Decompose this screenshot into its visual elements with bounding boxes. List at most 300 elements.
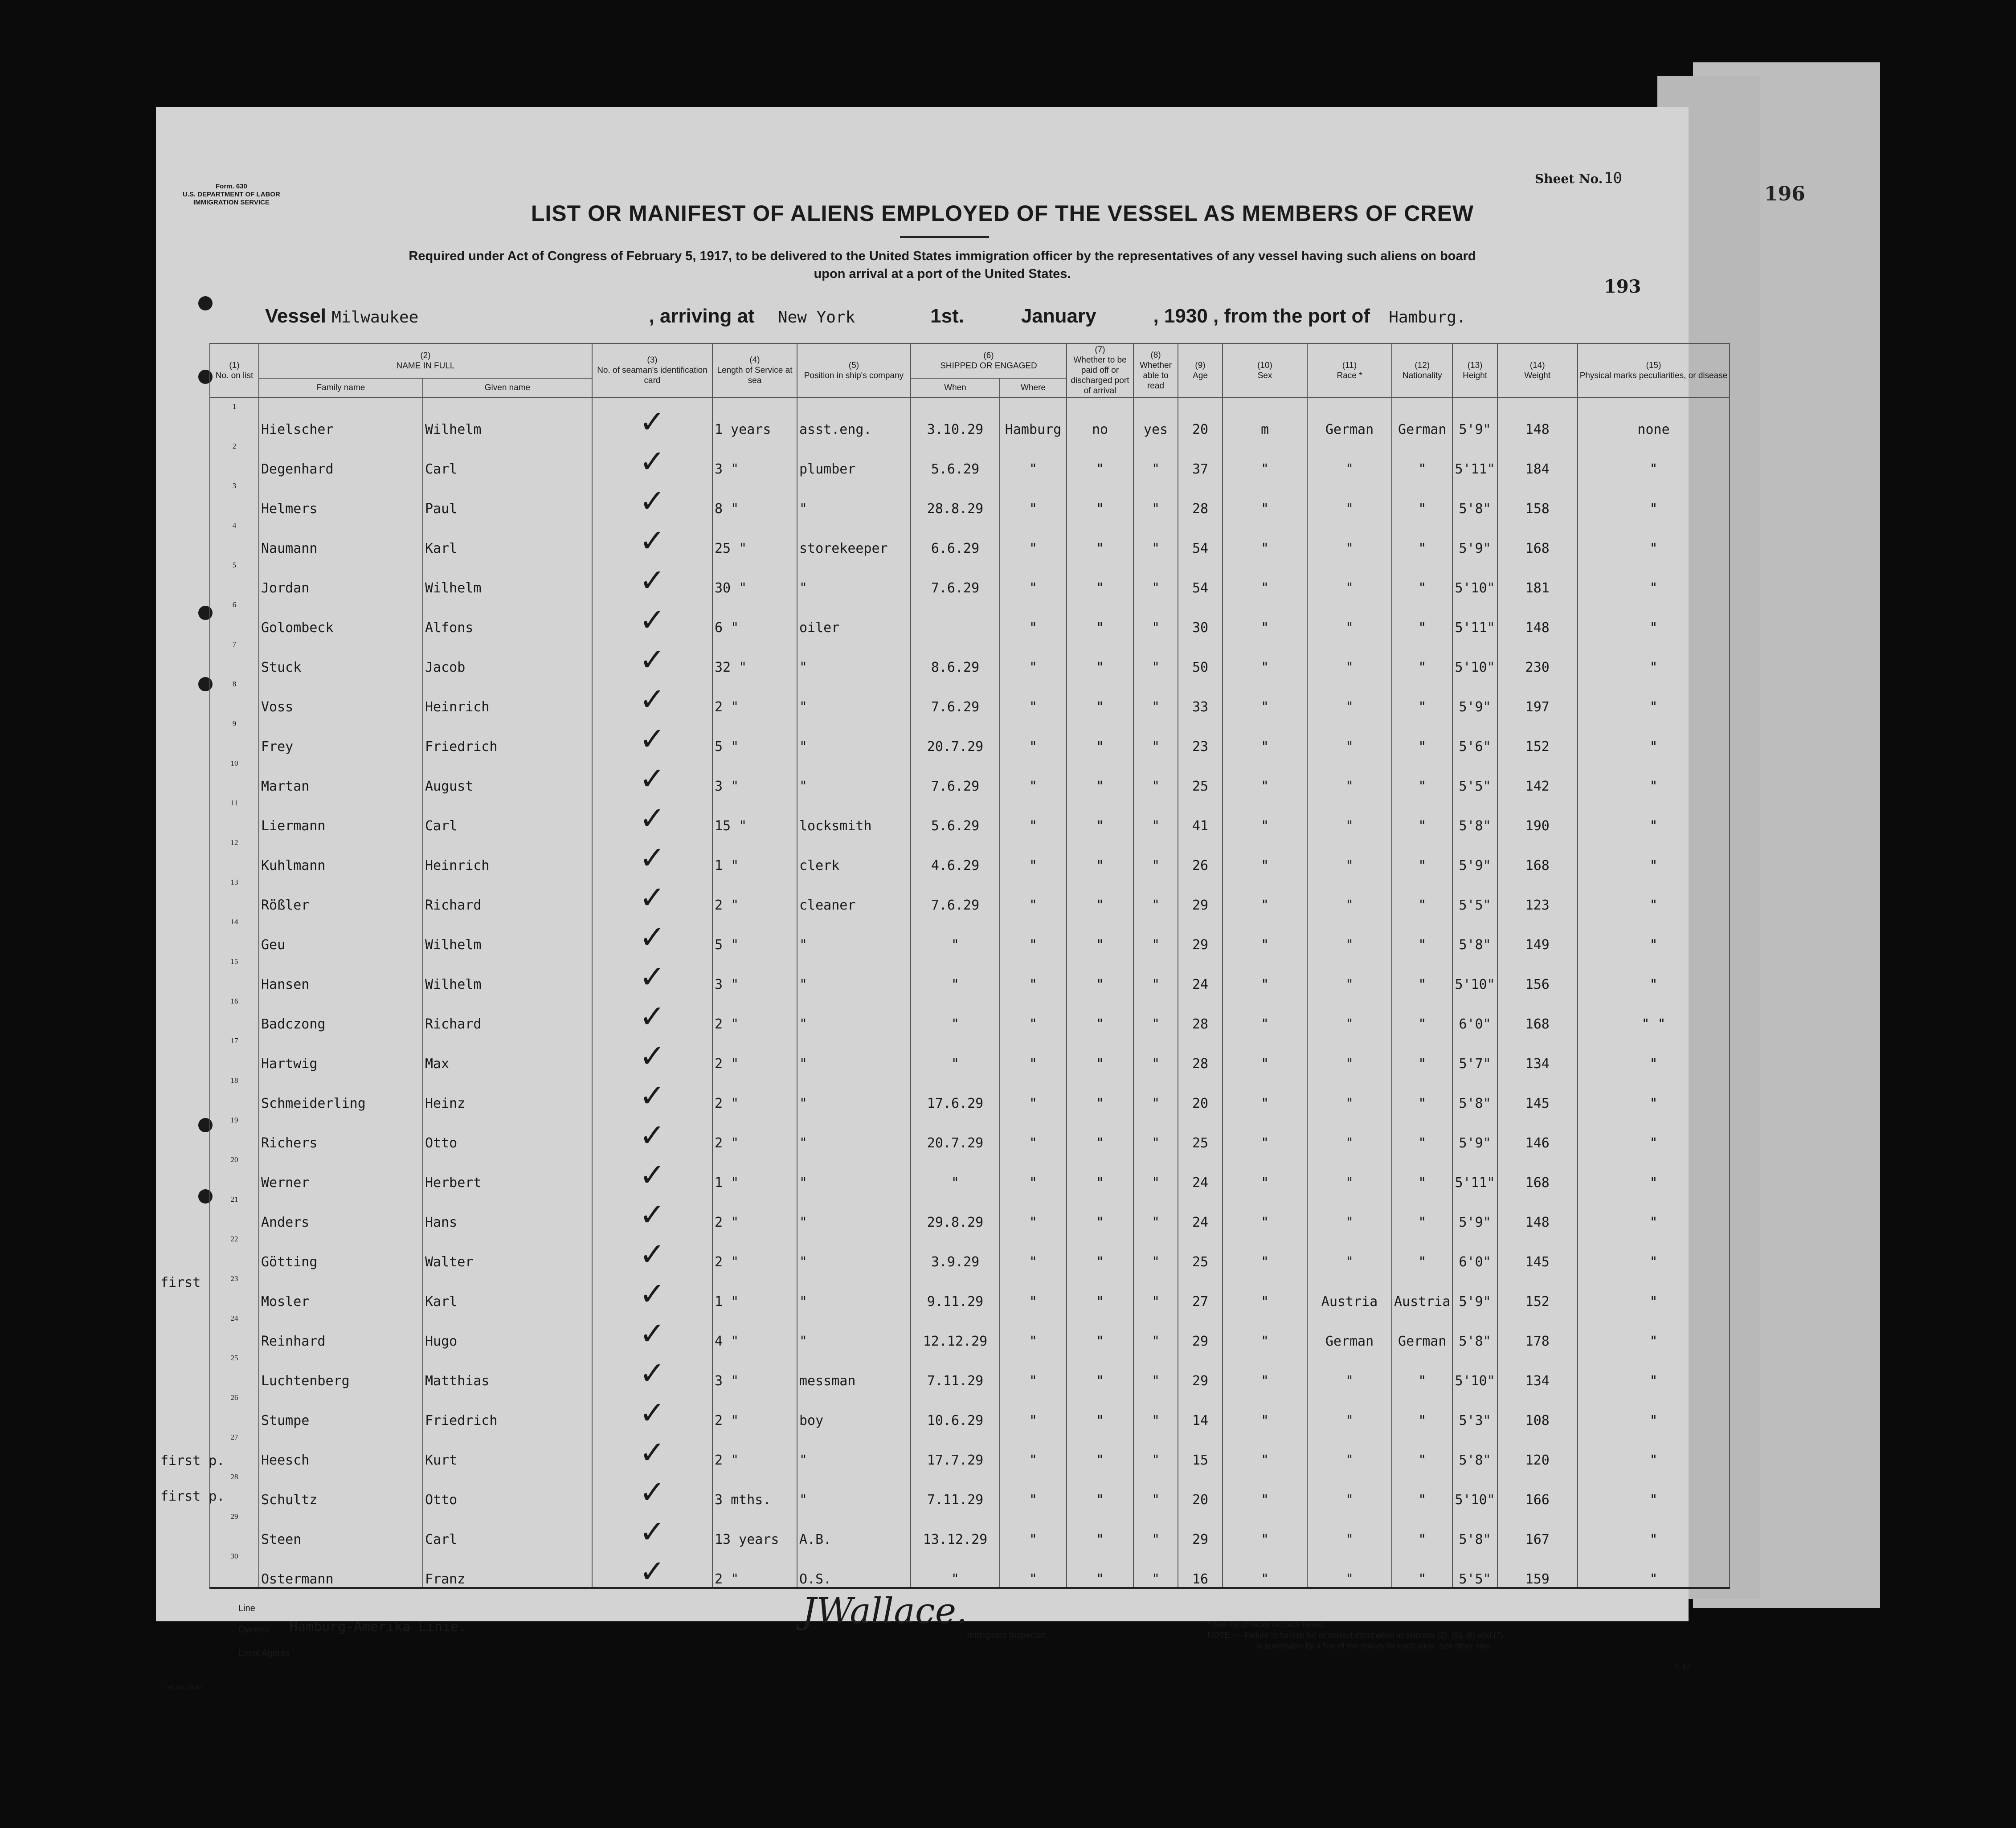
cell-height: 5'10" (1452, 556, 1497, 596)
cell-sex: " (1223, 1151, 1307, 1191)
table-row (210, 397, 1730, 437)
cell-height: 5'9" (1452, 1191, 1497, 1230)
cell-age: 29 (1178, 873, 1223, 913)
cell-sex: " (1223, 834, 1307, 873)
cell-row-number: 29 (210, 1508, 259, 1547)
cell-height: 5'11" (1452, 1151, 1497, 1191)
cell-paid-off: " (1067, 1389, 1133, 1428)
cell-sex: " (1223, 794, 1307, 834)
cell-able-to-read: " (1133, 517, 1178, 556)
cell-paid-off: " (1067, 556, 1133, 596)
cell-family-name: Naumann (259, 517, 423, 556)
cell-weight: 108 (1497, 1389, 1578, 1428)
cell-sex: " (1223, 1270, 1307, 1310)
cell-sex: " (1223, 1191, 1307, 1230)
cell-row-number: 17 (210, 1032, 259, 1072)
cell-nationality: " (1392, 1508, 1452, 1547)
cell-physical-marks: " (1578, 1310, 1730, 1349)
table-row (210, 715, 1730, 755)
table-row (210, 873, 1730, 913)
table-row (210, 477, 1730, 517)
cell-row-number: 9 (210, 715, 259, 755)
cell-physical-marks: " (1578, 1230, 1730, 1270)
cell-age: 24 (1178, 1151, 1223, 1191)
cell-height: 5'9" (1452, 1111, 1497, 1151)
cell-given-name: Kurt (423, 1428, 592, 1468)
cell-weight: 158 (1497, 477, 1578, 517)
cell-shipped-when: 7.6.29 (911, 873, 1000, 913)
cell-weight: 145 (1497, 1072, 1578, 1111)
cell-service-length: 1 " (712, 1151, 797, 1191)
cell-family-name: Rößler (259, 873, 423, 913)
cell-nationality: " (1392, 953, 1452, 992)
footnote: * See list of races on back hereof. NOTE. — Failure to furnish full or correct information in columns (2), (5), (6) and (7) is punishable by a fine of ten dollars for each alien. See other side. (1207, 1620, 1504, 1650)
col-marks-header: (15) Physical marks peculiarities, or disease (1578, 343, 1730, 397)
cell-position: " (797, 636, 911, 675)
cell-age: 16 (1178, 1547, 1223, 1588)
cell-family-name: Hartwig (259, 1032, 423, 1072)
cell-age: 29 (1178, 1310, 1223, 1349)
cell-position: " (797, 1310, 911, 1349)
table-row (210, 953, 1730, 992)
cell-shipped-where: " (1000, 675, 1067, 715)
cell-physical-marks: " (1578, 1428, 1730, 1468)
cell-service-length: 5 " (712, 715, 797, 755)
cell-age: 20 (1178, 397, 1223, 437)
crew-table (209, 343, 1730, 1589)
cell-physical-marks: " (1578, 517, 1730, 556)
cell-service-length: 2 " (712, 1428, 797, 1468)
cell-height: 5'9" (1452, 517, 1497, 556)
cell-given-name: Friedrich (423, 715, 592, 755)
cell-age: 24 (1178, 1191, 1223, 1230)
cell-nationality: " (1392, 517, 1452, 556)
cell-weight: 167 (1497, 1508, 1578, 1547)
cell-able-to-read: " (1133, 1310, 1178, 1349)
cell-shipped-where: " (1000, 1072, 1067, 1111)
cell-physical-marks: " (1578, 755, 1730, 794)
cell-weight: 146 (1497, 1111, 1578, 1151)
cell-family-name: Voss (259, 675, 423, 715)
cell-family-name: Reinhard (259, 1310, 423, 1349)
cell-service-length: 3 mths. (712, 1468, 797, 1508)
cell-family-name: Steen (259, 1508, 423, 1547)
cell-position: " (797, 755, 911, 794)
cell-shipped-when: 29.8.29 (911, 1191, 1000, 1230)
cell-sex: " (1223, 873, 1307, 913)
cell-id-card-check: ✓ (592, 992, 712, 1032)
table-row (210, 1428, 1730, 1468)
cell-weight: 152 (1497, 1270, 1578, 1310)
local-agents-label: Local Agents (238, 1648, 290, 1658)
side-note: first p. (160, 1489, 225, 1504)
cell-shipped-where: " (1000, 1230, 1067, 1270)
cell-shipped-when: 10.6.29 (911, 1389, 1000, 1428)
cell-paid-off: " (1067, 1191, 1133, 1230)
cell-position: " (797, 992, 911, 1032)
cell-id-card-check: ✓ (592, 596, 712, 636)
cell-family-name: Schmeiderling (259, 1072, 423, 1111)
cell-age: 33 (1178, 675, 1223, 715)
arrival-port: New York (777, 308, 855, 326)
cell-nationality: " (1392, 755, 1452, 794)
cell-shipped-where: " (1000, 913, 1067, 953)
cell-nationality: " (1392, 1111, 1452, 1151)
cell-row-number: 14 (210, 913, 259, 953)
cell-weight: 134 (1497, 1349, 1578, 1389)
cell-nationality: " (1392, 1468, 1452, 1508)
cell-shipped-where: " (1000, 517, 1067, 556)
cell-row-number: 20 (210, 1151, 259, 1191)
cell-id-card-check: ✓ (592, 794, 712, 834)
cell-shipped-when: 3.9.29 (911, 1230, 1000, 1270)
cell-row-number: 2 (210, 437, 259, 477)
cell-age: 27 (1178, 1270, 1223, 1310)
cell-race: " (1307, 1230, 1392, 1270)
cell-age: 25 (1178, 755, 1223, 794)
inspector-signature: JWallace. (802, 1590, 968, 1632)
cell-row-number: 15 (210, 953, 259, 992)
cell-height: 5'8" (1452, 1310, 1497, 1349)
cell-sex: " (1223, 1547, 1307, 1588)
cell-id-card-check: ✓ (592, 913, 712, 953)
cell-nationality: " (1392, 437, 1452, 477)
table-row (210, 834, 1730, 873)
cell-weight: 148 (1497, 1191, 1578, 1230)
cell-family-name: Frey (259, 715, 423, 755)
cell-position: asst.eng. (797, 397, 911, 437)
cell-physical-marks: " (1578, 1111, 1730, 1151)
line-label: Line (238, 1604, 255, 1613)
cell-paid-off: " (1067, 437, 1133, 477)
cell-nationality: " (1392, 1547, 1452, 1588)
cell-sex: " (1223, 1310, 1307, 1349)
cell-row-number: 27 (210, 1428, 259, 1468)
sheet-number-value: 10 (1604, 169, 1622, 187)
cell-row-number: 4 (210, 517, 259, 556)
cell-family-name: Liermann (259, 794, 423, 834)
cell-id-card-check: ✓ (592, 675, 712, 715)
cell-shipped-when: 17.7.29 (911, 1428, 1000, 1468)
cell-physical-marks: " (1578, 1389, 1730, 1428)
col-position-header: (5) Position in ship's company (797, 343, 911, 397)
cell-nationality: " (1392, 1389, 1452, 1428)
col-height-header: (13) Height (1452, 343, 1497, 397)
cell-given-name: Max (423, 1032, 592, 1072)
cell-height: 5'10" (1452, 1468, 1497, 1508)
cell-position: " (797, 1191, 911, 1230)
cell-position: cleaner (797, 873, 911, 913)
cell-physical-marks: " (1578, 1270, 1730, 1310)
cell-shipped-when: 7.11.29 (911, 1349, 1000, 1389)
cell-service-length: 15 " (712, 794, 797, 834)
cell-nationality: Austria (1392, 1270, 1452, 1310)
cell-height: 5'10" (1452, 636, 1497, 675)
cell-position: " (797, 1468, 911, 1508)
cell-race: " (1307, 675, 1392, 715)
cell-able-to-read: " (1133, 873, 1178, 913)
cell-service-length: 2 " (712, 992, 797, 1032)
cell-shipped-when: 5.6.29 (911, 794, 1000, 834)
cell-family-name: Kuhlmann (259, 834, 423, 873)
cell-id-card-check: ✓ (592, 755, 712, 794)
cell-age: 29 (1178, 913, 1223, 953)
cell-race: Austria (1307, 1270, 1392, 1310)
cell-id-card-check: ✓ (592, 1230, 712, 1270)
cell-physical-marks: " (1578, 1508, 1730, 1547)
cell-nationality: " (1392, 1032, 1452, 1072)
cell-race: German (1307, 397, 1392, 437)
table-row (210, 596, 1730, 636)
table-row (210, 1111, 1730, 1151)
cell-weight: 145 (1497, 1230, 1578, 1270)
cell-sex: " (1223, 1230, 1307, 1270)
table-row (210, 1349, 1730, 1389)
cell-id-card-check: ✓ (592, 1270, 712, 1310)
cell-row-number: 23 (210, 1270, 259, 1310)
cell-row-number: 7 (210, 636, 259, 675)
cell-id-card-check: ✓ (592, 953, 712, 992)
page-number: 193 (1604, 276, 1641, 297)
cell-sex: " (1223, 1072, 1307, 1111)
cell-given-name: Paul (423, 477, 592, 517)
cell-service-length: 2 " (712, 873, 797, 913)
cell-shipped-where: " (1000, 1032, 1067, 1072)
cell-id-card-check: ✓ (592, 1508, 712, 1547)
cell-weight: 168 (1497, 992, 1578, 1032)
cell-given-name: Richard (423, 873, 592, 913)
cell-row-number: 11 (210, 794, 259, 834)
cell-service-length: 3 " (712, 1349, 797, 1389)
table-row (210, 992, 1730, 1032)
cell-shipped-where: " (1000, 1468, 1067, 1508)
cell-shipped-when: 13.12.29 (911, 1508, 1000, 1547)
cell-paid-off: " (1067, 873, 1133, 913)
cell-row-number: 28 (210, 1468, 259, 1508)
cell-race: " (1307, 477, 1392, 517)
cell-paid-off: " (1067, 1151, 1133, 1191)
cell-age: 14 (1178, 1389, 1223, 1428)
cell-shipped-where: " (1000, 873, 1067, 913)
cell-id-card-check: ✓ (592, 1072, 712, 1111)
cell-nationality: " (1392, 873, 1452, 913)
page-subtitle: Required under Act of Congress of February 5, 1917, to be delivered to the United States immigration officer by the representatives of any vessel having such aliens on board upon arrival at a port of the United States. (409, 249, 1476, 281)
cell-service-length: 2 " (712, 1111, 797, 1151)
cell-nationality: German (1392, 1310, 1452, 1349)
cell-weight: 166 (1497, 1468, 1578, 1508)
cell-row-number: 12 (210, 834, 259, 873)
cell-weight: 120 (1497, 1428, 1578, 1468)
cell-service-length: 13 years (712, 1508, 797, 1547)
cell-id-card-check: ✓ (592, 517, 712, 556)
cell-physical-marks: " (1578, 1151, 1730, 1191)
cell-height: 5'8" (1452, 477, 1497, 517)
cell-height: 6'0" (1452, 992, 1497, 1032)
cell-nationality: " (1392, 556, 1452, 596)
cell-nationality: " (1392, 1349, 1452, 1389)
col-weight-header: (14) Weight (1497, 343, 1578, 397)
cell-shipped-where: " (1000, 1428, 1067, 1468)
cell-given-name: Otto (423, 1468, 592, 1508)
cell-service-length: 2 " (712, 1032, 797, 1072)
cell-id-card-check: ✓ (592, 556, 712, 596)
cell-paid-off: " (1067, 1310, 1133, 1349)
cell-row-number: 3 (210, 477, 259, 517)
cell-race: " (1307, 755, 1392, 794)
cell-position: O.S. (797, 1547, 911, 1588)
cell-family-name: Götting (259, 1230, 423, 1270)
cell-paid-off: " (1067, 1072, 1133, 1111)
cell-sex: " (1223, 913, 1307, 953)
table-row (210, 1547, 1730, 1588)
table-row (210, 913, 1730, 953)
cell-id-card-check: ✓ (592, 397, 712, 437)
cell-paid-off: " (1067, 1508, 1133, 1547)
table-row (210, 755, 1730, 794)
cell-age: 30 (1178, 596, 1223, 636)
cell-height: 5'9" (1452, 397, 1497, 437)
arrival-day: 1st. (930, 305, 964, 327)
back-sheet-number: 196 (1764, 183, 1805, 205)
cell-height: 5'10" (1452, 1349, 1497, 1389)
cell-given-name: Franz (423, 1547, 592, 1588)
table-row (210, 1032, 1730, 1072)
owners-label: Owners (238, 1625, 269, 1635)
cell-race: " (1307, 517, 1392, 556)
cell-paid-off: " (1067, 755, 1133, 794)
cell-given-name: Hans (423, 1191, 592, 1230)
cell-sex: m (1223, 397, 1307, 437)
cell-physical-marks: " (1578, 953, 1730, 992)
cell-race: " (1307, 1468, 1392, 1508)
cell-family-name: Ostermann (259, 1547, 423, 1588)
cell-row-number: 6 (210, 596, 259, 636)
cell-row-number: 26 (210, 1389, 259, 1428)
cell-given-name: Alfons (423, 596, 592, 636)
cell-given-name: Heinrich (423, 834, 592, 873)
cell-family-name: Golombeck (259, 596, 423, 636)
cell-position: " (797, 1111, 911, 1151)
col-nationality-header: (12) Nationality (1392, 343, 1452, 397)
cell-position: " (797, 1270, 911, 1310)
cell-weight: 184 (1497, 437, 1578, 477)
cell-race: " (1307, 913, 1392, 953)
col-where-header: Where (1000, 378, 1067, 397)
cell-service-length: 4 " (712, 1310, 797, 1349)
cell-physical-marks: " (1578, 477, 1730, 517)
col-service-header: (4) Length of Service at sea (712, 343, 797, 397)
cell-race: " (1307, 834, 1392, 873)
cell-id-card-check: ✓ (592, 1151, 712, 1191)
cell-shipped-where: " (1000, 1191, 1067, 1230)
cell-paid-off: " (1067, 1547, 1133, 1588)
cell-able-to-read: " (1133, 1230, 1178, 1270)
cell-sex: " (1223, 437, 1307, 477)
cell-position: " (797, 1072, 911, 1111)
cell-position: locksmith (797, 794, 911, 834)
table-row (210, 1230, 1730, 1270)
cell-family-name: Anders (259, 1191, 423, 1230)
cell-shipped-when: 7.6.29 (911, 755, 1000, 794)
cell-age: 15 (1178, 1428, 1223, 1468)
cell-id-card-check: ✓ (592, 1428, 712, 1468)
cell-paid-off: " (1067, 596, 1133, 636)
cell-id-card-check: ✓ (592, 873, 712, 913)
cell-position: " (797, 715, 911, 755)
cell-given-name: Heinz (423, 1072, 592, 1111)
cell-service-length: 6 " (712, 596, 797, 636)
cell-position: " (797, 1428, 911, 1468)
sheet-number-label: Sheet No. (1535, 171, 1603, 186)
cell-row-number: 22 (210, 1230, 259, 1270)
cell-position: oiler (797, 596, 911, 636)
cell-given-name: Jacob (423, 636, 592, 675)
cell-weight: 148 (1497, 397, 1578, 437)
cell-family-name: Hielscher (259, 397, 423, 437)
table-row (210, 1310, 1730, 1349)
cell-shipped-when: " (911, 953, 1000, 992)
cell-given-name: Carl (423, 794, 592, 834)
title-rule (900, 236, 989, 238)
cell-id-card-check: ✓ (592, 1111, 712, 1151)
cell-shipped-when: 20.7.29 (911, 1111, 1000, 1151)
origin-port: Hamburg. (1389, 308, 1466, 326)
cell-service-length: 2 " (712, 675, 797, 715)
cell-sex: " (1223, 1468, 1307, 1508)
cell-family-name: Schultz (259, 1468, 423, 1508)
col-given-header: Given name (423, 378, 592, 397)
cell-given-name: Wilhelm (423, 913, 592, 953)
table-row (210, 1151, 1730, 1191)
cell-nationality: " (1392, 1428, 1452, 1468)
cell-service-length: 2 " (712, 1191, 797, 1230)
cell-weight: 168 (1497, 517, 1578, 556)
cell-shipped-where: " (1000, 477, 1067, 517)
cell-nationality: " (1392, 834, 1452, 873)
cell-height: 5'7" (1452, 1032, 1497, 1072)
cell-physical-marks: " (1578, 1349, 1730, 1389)
cell-race: " (1307, 1191, 1392, 1230)
cell-sex: " (1223, 953, 1307, 992)
cell-shipped-when: 7.6.29 (911, 675, 1000, 715)
cell-given-name: Herbert (423, 1151, 592, 1191)
cell-row-number: 5 (210, 556, 259, 596)
table-row (210, 1270, 1730, 1310)
col-race-header: (11) Race * (1307, 343, 1392, 397)
cell-id-card-check: ✓ (592, 1191, 712, 1230)
table-row (210, 794, 1730, 834)
cell-shipped-where: " (1000, 596, 1067, 636)
cell-able-to-read: " (1133, 1151, 1178, 1191)
cell-able-to-read: " (1133, 1191, 1178, 1230)
cell-given-name: Heinrich (423, 675, 592, 715)
cell-able-to-read: " (1133, 556, 1178, 596)
cell-physical-marks: " (1578, 556, 1730, 596)
cell-shipped-where: " (1000, 992, 1067, 1032)
cell-position: " (797, 1032, 911, 1072)
cell-age: 29 (1178, 1508, 1223, 1547)
cell-service-length: 32 " (712, 636, 797, 675)
cell-age: 24 (1178, 953, 1223, 992)
cell-shipped-when: " (911, 913, 1000, 953)
cell-shipped-where: " (1000, 1111, 1067, 1151)
cell-able-to-read: " (1133, 596, 1178, 636)
cell-nationality: " (1392, 477, 1452, 517)
cell-id-card-check: ✓ (592, 477, 712, 517)
cell-service-length: 2 " (712, 1230, 797, 1270)
cell-service-length: 2 " (712, 1389, 797, 1428)
cell-service-length: 1 years (712, 397, 797, 437)
